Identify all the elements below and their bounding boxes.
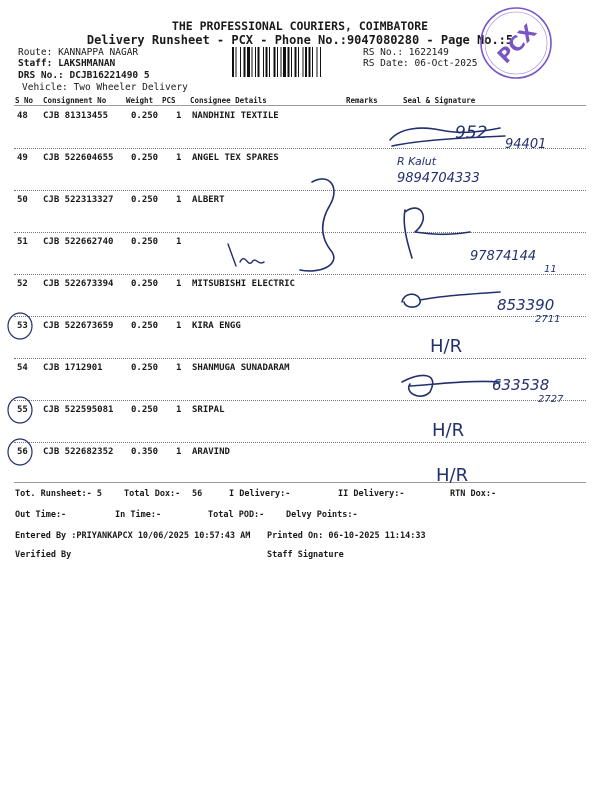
row-consignee: ANGEL TEX SPARES (192, 153, 279, 163)
staff-signature-label: Staff Signature (267, 550, 344, 560)
pcx-stamp (478, 5, 554, 81)
hw-extra-54: 2727 (538, 394, 564, 405)
col-pcs: PCS (162, 96, 176, 105)
i-delivery: I Delivery:- (229, 489, 291, 499)
row-consignment: CJB 81313455 (43, 111, 109, 121)
staff-label: Staff: (18, 58, 53, 69)
col-remarks: Remarks (346, 96, 378, 105)
hw-mark-55: H/R (432, 420, 465, 441)
out-time: Out Time:- (15, 510, 67, 520)
barcode-bar (255, 47, 256, 77)
row-sno: 49 (17, 153, 28, 163)
row-consignment: CJB 522682352 (43, 447, 114, 457)
row-pcs: 1 (176, 279, 182, 289)
hw-phone-52: 853390 (497, 296, 555, 314)
row-consignment: CJB 522673394 (43, 279, 114, 289)
entered-by: Entered By :PRIYANKAPCX 10/06/2025 10:57:43 AM (15, 531, 251, 541)
route-label: Route: (18, 47, 53, 58)
row-consignment: CJB 522595081 (43, 405, 114, 415)
verified-by: Verified By (15, 550, 72, 560)
row-sno: 51 (17, 237, 28, 247)
drs-label: DRS No.: (18, 70, 64, 81)
rs-no-value: 1622149 (408, 47, 449, 58)
signature-48 (390, 128, 505, 146)
barcode-bar (305, 47, 307, 77)
row-consignee: ALBERT (192, 195, 225, 205)
hw-extra-52: 2711 (535, 314, 561, 325)
drs-value: DCJB16221490 5 (69, 70, 150, 81)
row-divider (14, 148, 586, 149)
row-divider (14, 400, 586, 401)
signature-51-right (404, 208, 470, 258)
row-weight: 0.250 (131, 321, 159, 331)
row-divider (14, 232, 586, 233)
row-weight: 0.250 (131, 363, 159, 373)
staff-value: LAKSHMANAN (58, 58, 116, 69)
row-pcs: 1 (176, 153, 182, 163)
company-title: THE PROFESSIONAL COURIERS, COIMBATORE (171, 19, 429, 33)
signature-52 (402, 292, 500, 307)
barcode-bar (236, 47, 237, 77)
drs-line (18, 70, 150, 81)
barcode-bar (274, 47, 276, 77)
row-consignee: MITSUBISHI ELECTRIC (192, 279, 295, 289)
row-sno: 50 (17, 195, 28, 205)
row-consignee: ARAVIND (192, 447, 230, 457)
staff-line (18, 58, 115, 69)
row-weight: 0.250 (131, 279, 159, 289)
barcode-bar (263, 47, 264, 77)
row-weight: 0.250 (131, 195, 159, 205)
printed-on: Printed On: 06-10-2025 11:14:33 (267, 531, 426, 541)
barcode-bar (277, 47, 278, 77)
row-pcs: 1 (176, 363, 182, 373)
row-weight: 0.350 (131, 447, 159, 457)
row-pcs: 1 (176, 321, 182, 331)
rs-date-line (363, 58, 477, 69)
barcode-bar (269, 47, 270, 77)
col-consignee: Consignee Details (190, 96, 267, 105)
row-consignee: SRIPAL (192, 405, 225, 415)
barcode-bar (288, 47, 290, 77)
barcode-bar (298, 47, 299, 77)
row-sno: 48 (17, 111, 28, 121)
barcode-bar (281, 47, 282, 77)
signature-50 (300, 179, 334, 271)
barcode-bar (283, 47, 286, 77)
row-consignment: CJB 522313327 (43, 195, 114, 205)
hw-mark-53: H/R (430, 336, 463, 357)
delvy-points: Delvy Points:- (286, 510, 358, 520)
col-sno: S No (15, 96, 34, 105)
signature-51 (228, 244, 264, 266)
vehicle-value: Two Wheeler Delivery (73, 82, 188, 93)
row-divider (14, 316, 586, 317)
row-pcs: 1 (176, 447, 182, 457)
barcode (232, 47, 358, 77)
table-bottom-rule (14, 482, 586, 483)
row-consignee: NANDHINI TEXTILE (192, 111, 279, 121)
row-sno: 55 (17, 405, 28, 415)
barcode-bar (232, 47, 234, 77)
total-dox-value: 56 (192, 489, 203, 499)
barcode-bar (317, 47, 318, 77)
hw-phone-51: 97874144 (470, 249, 537, 264)
stamp-text: PCX (492, 19, 542, 69)
row-consignment: CJB 522604655 (43, 153, 114, 163)
rs-date-label: RS Date: (363, 58, 409, 69)
barcode-bar (291, 47, 292, 77)
route-line (18, 47, 138, 58)
barcode-bar (320, 47, 321, 77)
hw-name-49: R Kalut (397, 155, 437, 168)
row-consignee: SHANMUGA SUNADARAM (192, 363, 290, 373)
ii-delivery: II Delivery:- (338, 489, 405, 499)
row-consignee: KIRA ENGG (192, 321, 241, 331)
row-divider (14, 442, 586, 443)
row-sno: 53 (17, 321, 28, 331)
row-divider (14, 190, 586, 191)
vehicle-label: Vehicle: (22, 82, 68, 93)
hw-phone-48: 952 (455, 123, 488, 143)
vehicle-line (22, 82, 188, 93)
barcode-bar (312, 47, 313, 77)
row-consignment: CJB 1712901 (43, 363, 103, 373)
row-divider (14, 274, 586, 275)
row-sno: 54 (17, 363, 28, 373)
hw-phone2-48: 94401 (505, 137, 547, 152)
row-consignment: CJB 522673659 (43, 321, 114, 331)
rs-no-label: RS No.: (363, 47, 404, 58)
hw-mark-56: H/R (436, 465, 469, 486)
row-weight: 0.250 (131, 111, 159, 121)
total-dox-label: Total Dox:- (124, 489, 181, 499)
total-pod: Total POD:- (208, 510, 265, 520)
row-pcs: 1 (176, 237, 182, 247)
hw-phone-54: 633538 (492, 376, 550, 394)
barcode-bar (309, 47, 311, 77)
row-pcs: 1 (176, 405, 182, 415)
rs-no-line (363, 47, 449, 58)
row-divider (14, 358, 586, 359)
barcode-bar (240, 47, 241, 77)
row-weight: 0.250 (131, 153, 159, 163)
row-pcs: 1 (176, 195, 182, 205)
hw-extra-51: 11 (544, 264, 557, 275)
barcode-bar (266, 47, 268, 77)
header-rule (14, 105, 586, 106)
row-weight: 0.250 (131, 405, 159, 415)
barcode-bar (252, 47, 253, 77)
rs-date-value: 06-Oct-2025 (414, 58, 478, 69)
barcode-bar (244, 47, 246, 77)
barcode-bar (303, 47, 304, 77)
row-weight: 0.250 (131, 237, 159, 247)
col-seal-signature: Seal & Signature (403, 96, 476, 105)
row-consignment: CJB 522662740 (43, 237, 114, 247)
barcode-bar (295, 47, 297, 77)
barcode-bar (247, 47, 250, 77)
row-sno: 56 (17, 447, 28, 457)
route-value: KANNAPPA NAGAR (58, 47, 139, 58)
tot-runsheet: Tot. Runsheet:- 5 (15, 489, 102, 499)
runsheet-title: Delivery Runsheet - PCX - Phone No.:9047080280 - Page No.:5 (86, 33, 514, 47)
signature-54 (402, 375, 500, 396)
rtn-dox: RTN Dox:- (450, 489, 497, 499)
col-weight: Weight (126, 96, 154, 105)
row-pcs: 1 (176, 111, 182, 121)
hw-phone-49: 9894704333 (397, 171, 480, 186)
row-sno: 52 (17, 279, 28, 289)
in-time: In Time:- (115, 510, 162, 520)
col-consignment: Consignment No (43, 96, 107, 105)
barcode-bar (258, 47, 260, 77)
